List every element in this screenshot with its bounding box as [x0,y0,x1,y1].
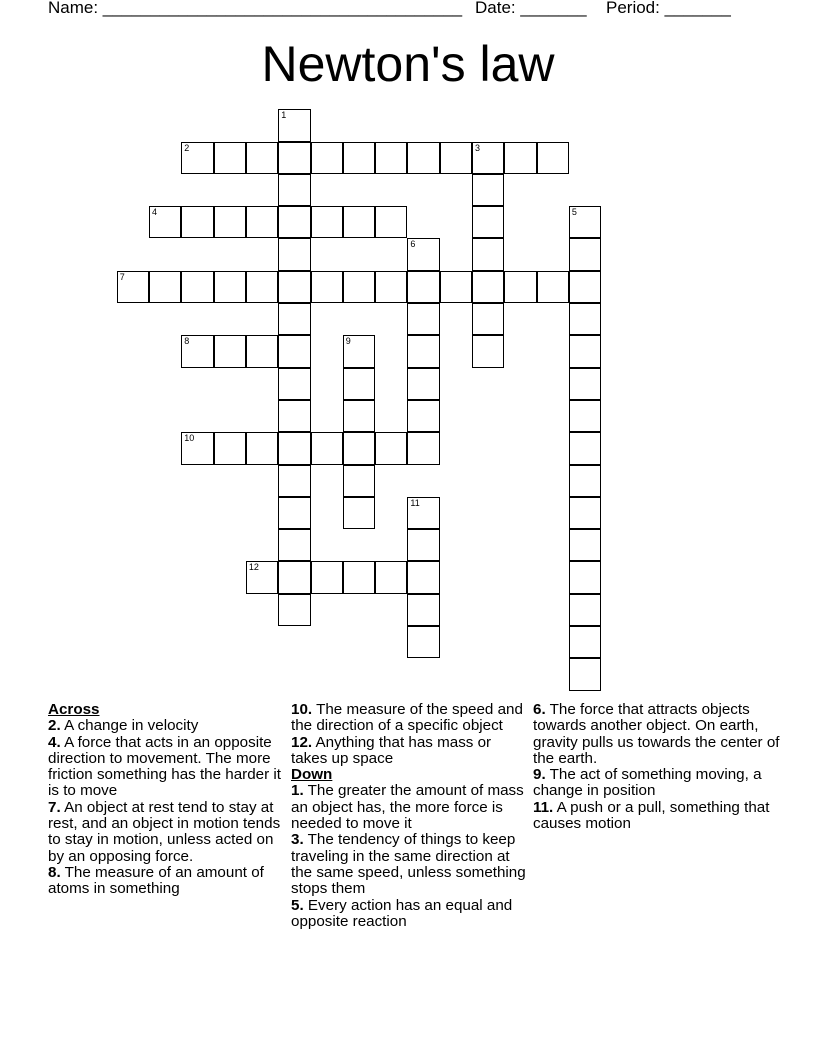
grid-cell[interactable] [375,142,407,174]
grid-cell[interactable] [569,561,601,593]
grid-cell[interactable] [278,561,310,593]
grid-cell[interactable] [311,206,343,238]
grid-cell[interactable] [149,206,181,238]
grid-cell[interactable] [407,497,439,529]
grid-cell[interactable] [407,238,439,270]
grid-cell[interactable] [278,497,310,529]
clue-down [291,898,527,931]
grid-cell[interactable] [569,594,601,626]
grid-cell[interactable] [278,142,310,174]
grid-cell[interactable] [311,432,343,464]
grid-cell[interactable] [117,271,149,303]
clue-across [48,718,284,734]
grid-cell[interactable] [569,238,601,270]
clue-text: A change in velocity [64,717,199,735]
grid-cell[interactable] [569,303,601,335]
grid-cell[interactable] [569,465,601,497]
grid-cell[interactable] [407,626,439,658]
clue-number: 9. [533,766,546,784]
grid-cell[interactable] [278,206,310,238]
grid-cell[interactable] [246,271,278,303]
clue-number-label: 2 [184,142,190,153]
grid-cell[interactable] [472,238,504,270]
clue-down [533,702,783,767]
grid-cell[interactable] [181,271,213,303]
grid-cell[interactable] [375,206,407,238]
clue-across [48,800,284,865]
clue-number: 8. [48,863,61,881]
clue-text: Every action has an equal and opposite reaction [291,896,513,930]
clue-number: 2. [48,717,61,735]
grid-cell[interactable] [569,529,601,561]
clue-number: 10. [291,701,313,718]
clue-number-label: 3 [475,142,481,153]
clue-number: 7. [48,798,61,816]
clue-number-label: 4 [152,207,158,218]
grid-cell[interactable] [569,335,601,367]
grid-cell[interactable] [472,142,504,174]
grid-cell[interactable] [343,142,375,174]
clue-text: Anything that has mass or takes up space [291,733,492,767]
grid-cell[interactable] [311,271,343,303]
grid-cell[interactable] [343,271,375,303]
grid-cell[interactable] [569,432,601,464]
grid-cell[interactable] [181,432,213,464]
clue-number-label: 9 [345,336,351,347]
grid-cell[interactable] [311,142,343,174]
grid-cell[interactable] [246,432,278,464]
clue-across [48,735,284,800]
grid-cell[interactable] [278,400,310,432]
clue-number-label: 6 [410,239,416,250]
clue-number: 11. [533,798,554,816]
grid-cell[interactable] [569,400,601,432]
date-field-label: Date: _______ [475,0,587,17]
grid-cell[interactable] [214,206,246,238]
grid-cell[interactable] [407,561,439,593]
grid-cell[interactable] [278,335,310,367]
grid-cell[interactable] [149,271,181,303]
grid-cell[interactable] [472,174,504,206]
grid-cell[interactable] [181,335,213,367]
grid-cell[interactable] [278,109,310,141]
clue-number-label: 12 [248,562,259,573]
clue-number: 4. [48,733,61,751]
grid-cell[interactable] [407,368,439,400]
grid-cell[interactable] [569,368,601,400]
grid-cell[interactable] [214,271,246,303]
grid-cell[interactable] [343,561,375,593]
grid-cell[interactable] [278,432,310,464]
clue-number-label: 8 [184,336,190,347]
down-heading: Down [291,766,333,784]
period-field-label: Period: _______ [606,0,731,17]
grid-cell[interactable] [375,432,407,464]
clue-across [291,735,527,768]
clue-number-label: 1 [281,110,287,121]
clues-column-1 [48,702,284,898]
grid-cell[interactable] [278,594,310,626]
grid-cell[interactable] [472,206,504,238]
grid-cell[interactable] [343,400,375,432]
grid-cell[interactable] [504,142,536,174]
grid-cell[interactable] [311,561,343,593]
grid-cell[interactable] [343,335,375,367]
clue-text: The measure of an amount of atoms in something [48,863,264,898]
clue-down [291,832,527,897]
clue-text: The force that attracts objects towards another object. On earth, gravity pulls us towards the center of the earth. [533,701,780,767]
name-field-label: Name: ______________________________________ [48,0,463,17]
grid-cell[interactable] [278,529,310,561]
grid-cell[interactable] [214,335,246,367]
grid-cell[interactable] [343,206,375,238]
grid-cell[interactable] [537,142,569,174]
grid-cell[interactable] [440,142,472,174]
grid-cell[interactable] [407,303,439,335]
page-title: Newton's law [261,36,555,92]
clue-down [291,783,527,832]
grid-cell[interactable] [214,432,246,464]
grid-cell[interactable] [375,561,407,593]
clue-number: 12. [291,733,313,751]
clue-text: The measure of the speed and the direction of a specific object [291,701,523,735]
clue-text: An object at rest tend to stay at rest, and an object in motion tends to stay in motion, unless acted on by an opposing force. [48,798,281,865]
grid-cell[interactable] [181,142,213,174]
clue-number: 5. [291,896,304,914]
clues-column-3 [533,702,783,832]
grid-cell[interactable] [569,497,601,529]
grid-cell[interactable] [278,368,310,400]
clue-number: 1. [291,782,304,800]
grid-cell[interactable] [278,271,310,303]
clue-number-label: 11 [410,497,420,508]
clue-across [291,702,527,735]
grid-cell[interactable] [472,303,504,335]
clue-number-label: 5 [571,207,577,218]
clue-number: 3. [291,831,304,849]
grid-cell[interactable] [504,271,536,303]
grid-cell[interactable] [472,335,504,367]
grid-cell[interactable] [246,142,278,174]
clue-number: 6. [533,701,546,718]
clue-down [533,767,783,800]
grid-cell[interactable] [537,271,569,303]
grid-cell[interactable] [407,142,439,174]
clue-text: A force that acts in an opposite direction to movement. The more friction something has the harder it is to move [48,733,281,800]
grid-cell[interactable] [246,206,278,238]
grid-cell[interactable] [278,174,310,206]
clues-column-2 [291,702,527,930]
grid-cell[interactable] [278,238,310,270]
grid-cell[interactable] [246,561,278,593]
clue-text: The tendency of things to keep traveling in the same direction at the same speed, unless something stops them [291,831,526,898]
grid-cell[interactable] [569,626,601,658]
grid-cell[interactable] [375,271,407,303]
grid-cell[interactable] [407,432,439,464]
grid-cell[interactable] [343,368,375,400]
grid-cell[interactable] [407,271,439,303]
grid-cell[interactable] [472,271,504,303]
grid-cell[interactable] [278,465,310,497]
grid-cell[interactable] [343,497,375,529]
grid-cell[interactable] [407,594,439,626]
clue-text: The act of something moving, a change in position [533,766,762,800]
grid-cell[interactable] [214,142,246,174]
grid-cell[interactable] [440,271,472,303]
grid-cell[interactable] [407,529,439,561]
grid-cell[interactable] [569,658,601,690]
grid-cell[interactable] [181,206,213,238]
grid-cell[interactable] [569,206,601,238]
clue-number-label: 7 [119,271,125,282]
grid-cell[interactable] [343,432,375,464]
grid-cell[interactable] [407,400,439,432]
grid-cell[interactable] [246,335,278,367]
clue-across [48,865,284,898]
grid-cell[interactable] [278,303,310,335]
clue-number-label: 10 [184,433,195,444]
grid-cell[interactable] [343,465,375,497]
grid-cell[interactable] [407,335,439,367]
clue-text: The greater the amount of mass an object has, the more force is needed to move it [291,782,524,833]
clue-down [533,800,783,833]
clue-text: A push or a pull, something that causes motion [533,798,770,833]
grid-cell[interactable] [569,271,601,303]
across-heading: Across [48,701,100,718]
